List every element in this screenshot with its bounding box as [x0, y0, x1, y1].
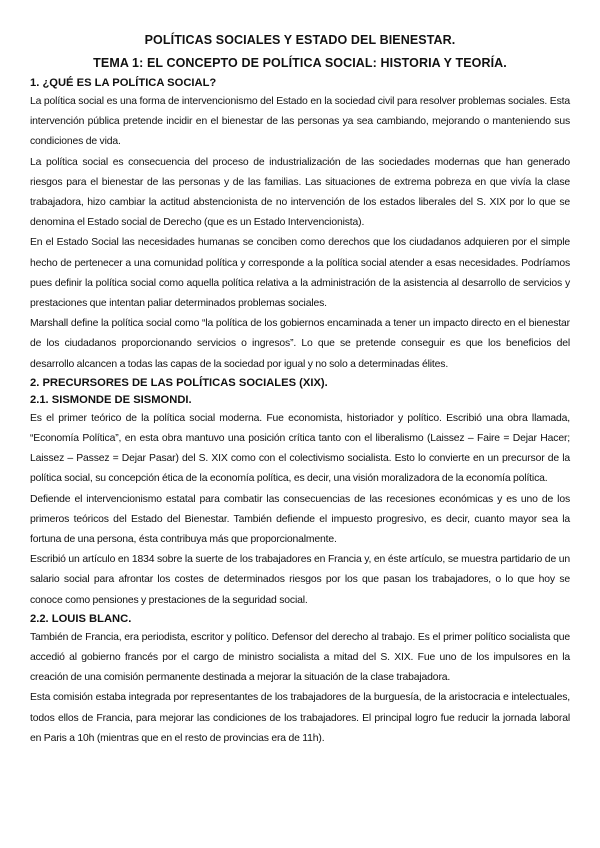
- document-title: POLÍTICAS SOCIALES Y ESTADO DEL BIENESTAR.: [144, 33, 456, 47]
- subsection-2-1-heading: 2.1. SISMONDE DE SISMONDI.: [30, 393, 192, 406]
- subsection-2-1-paragraph: Defiende el intervencionismo estatal para combatir las consecuencias de las recesiones económicas y es uno de los primeros teóricos del Estado del Bienestar. También defiende el impuesto progresivo, es decir, cuanto mayor sea la fortuna de una persona, ésta contribuya más que proporcionalmente.: [30, 493, 570, 546]
- subsection-2-2-paragraph: Esta comisión estaba integrada por representantes de los trabajadores de la burguesía, de la aristocracia e intelectuales, todos ellos de Francia, para mejorar las condiciones de los trabajadores. El principal logro fue reducir la jornada laboral en Paris a 10h (mientras que en el resto de provincias era de 11h).: [30, 692, 570, 744]
- section-2-heading: 2. PRECURSORES DE LAS POLÍTICAS SOCIALES (XIX).: [30, 376, 328, 389]
- section-1-paragraph: La política social es consecuencia del proceso de industrialización de las sociedades modernas que han generado riesgos para el bienestar de las personas y de las familias. Las situaciones de extrema pobreza en que vivía la clase trabajadora, hizo cambiar la actitud abstencionista de no intervención de los estados liberales del S. XIX por lo que se denomina el Estado social de Derecho (que es un Estado Intervencionista).: [30, 156, 570, 229]
- subsection-2-1-paragraph: Es el primer teórico de la política social moderna. Fue economista, historiador y político. Escribió una obra llamada, “Economía Política”, en esta obra mantuvo una posición crítica tanto con el liberalismo (Laissez – Faire = Dejar Hacer; Laissez – Passez = Dejar Pasar) del S. XIX como con el colectivismo socialista. Esto lo convierte en un precursor de la política social, su concepción ética de la economía política, es decir, una visión moralizadora de la economía política.: [30, 412, 570, 485]
- subsection-2-1-paragraph: Escribió un artículo en 1834 sobre la suerte de los trabajadores en Francia y, en éste artículo, se muestra partidario de un salario social para afrontar los costes de determinados riesgos por los que pasan los trabajadores, o lo que hoy se conoce como pensiones y prestaciones de la seguridad social.: [30, 554, 570, 606]
- section-1-paragraph: La política social es una forma de intervencionismo del Estado en la sociedad civil para resolver problemas sociales. Esta intervención pública pretende incidir en el bienestar de las personas ya sea cambiando, mejorando o manteniendo sus condiciones de vida.: [30, 96, 570, 148]
- topic-title: TEMA 1: EL CONCEPTO DE POLÍTICA SOCIAL: HISTORIA Y TEORÍA.: [93, 56, 507, 70]
- section-1-heading: 1. ¿QUÉ ES LA POLÍTICA SOCIAL?: [30, 77, 217, 89]
- section-1-paragraph: En el Estado Social las necesidades humanas se conciben como derechos que los ciudadanos adquieren por el simple hecho de pertenecer a una comunidad política y corresponde a la política social atender a esas necesidades. Podríamos pues definir la política social como aquella política relativa a la administración de la asistencia al desarrollo de servicios y prestaciones que intentan paliar determinados problemas sociales.: [30, 237, 570, 310]
- section-1-paragraph: Marshall define la política social como “la política de los gobiernos encaminada a tener un impacto directo en el bienestar de los ciudadanos proporcionando servicios o ingresos”. Lo que se pretende conseguir es que los beneficios del desarrollo alcancen a todas las capas de la sociedad por igual y no solo a determinadas élites.: [30, 318, 570, 370]
- subsection-2-2-paragraph: También de Francia, era periodista, escritor y político. Defensor del derecho al trabajo. Es el primer político socialista que accedió al gobierno francés por el cargo de ministro socialista a mitad del S. XIX. Fue uno de los impulsores en la creación de una comisión permanente destinada a mejorar la situación de la clase trabajadora.: [30, 631, 570, 684]
- subsection-2-2-heading: 2.2. LOUIS BLANC.: [30, 612, 132, 625]
